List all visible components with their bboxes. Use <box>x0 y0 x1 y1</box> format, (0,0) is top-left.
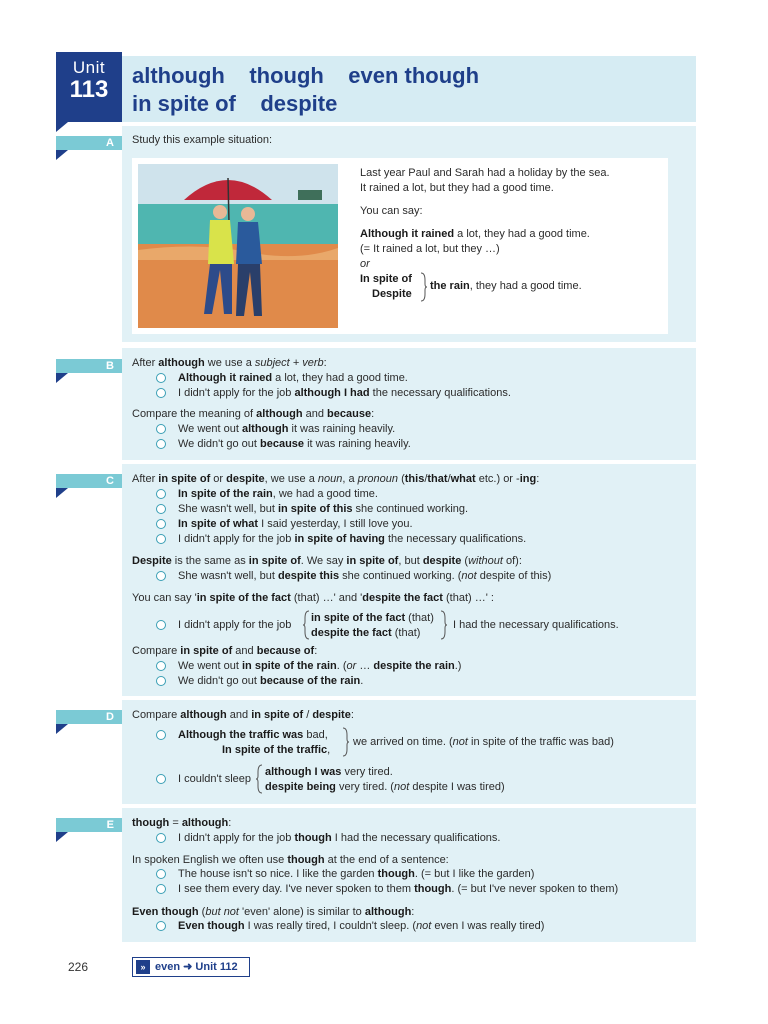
bullet-icon <box>156 921 166 931</box>
example-line: Although it rained a lot, they had a good time. <box>178 372 408 384</box>
example-line: Even though I was really tired, I couldn't sleep. (not even I was really tired) <box>178 920 545 932</box>
page-title-line2: in spite of despite <box>132 91 338 116</box>
example-line: I had the necessary qualifications. <box>453 619 619 631</box>
section-a-intro: Study this example situation: <box>132 134 273 146</box>
example-line: we arrived on time. (not in spite of the traffic was bad) <box>353 736 614 748</box>
bullet-icon <box>156 534 166 544</box>
bullet-icon <box>156 661 166 671</box>
section-tab-e: E <box>56 818 122 832</box>
left-brace-icon <box>302 610 310 640</box>
example-line: I didn't apply for the job <box>178 619 292 631</box>
rule-compare: Compare the meaning of although and because: <box>132 408 375 420</box>
rule-despite: Despite is the same as in spite of. We say in spite of, but despite (without of): <box>132 555 522 567</box>
or-label: or <box>360 258 370 270</box>
bullet-icon <box>156 489 166 499</box>
section-a <box>122 126 696 342</box>
rule-though: though = although: <box>132 817 232 829</box>
example-rain: the rain, they had a good time. <box>430 280 582 292</box>
bullet-icon <box>156 676 166 686</box>
example-line: I didn't apply for the job in spite of having the necessary qualifications. <box>178 533 527 545</box>
example-line: We went out although it was raining heavily. <box>178 423 396 435</box>
rule-the-fact: You can say 'in spite of the fact (that) …' and 'despite the fact (that) …' : <box>132 592 494 604</box>
chevron-double-right-icon: » <box>136 960 150 974</box>
situation-line-2: It rained a lot, but they had a good time. <box>360 182 554 194</box>
example-line: Although the traffic was bad, <box>178 729 328 741</box>
despite-label: Despite <box>372 288 412 300</box>
bullet-icon <box>156 571 166 581</box>
situation-line-1: Last year Paul and Sarah had a holiday by the sea. <box>360 167 610 179</box>
example-line: In spite of the rain, we had a good time. <box>178 488 378 500</box>
tab-corner-decoration <box>56 150 68 160</box>
bullet-icon <box>156 439 166 449</box>
example-line: She wasn't well, but in spite of this she continued working. <box>178 503 469 515</box>
example-line: In spite of the traffic, <box>222 744 331 756</box>
section-c <box>122 464 696 696</box>
tab-corner-decoration <box>56 373 68 383</box>
example-line: She wasn't well, but despite this she continued working. (not despite of this) <box>178 570 552 582</box>
section-tab-c: C <box>56 474 122 488</box>
example-line: The house isn't so nice. I like the garden though. (= but I like the garden) <box>178 868 535 880</box>
cross-reference-text: even ➜ Unit 112 <box>155 961 238 973</box>
section-e <box>122 808 696 942</box>
rule-even-though: Even though (but not 'even' alone) is similar to although: <box>132 906 415 918</box>
bullet-icon <box>156 424 166 434</box>
title-band <box>122 56 696 122</box>
example-although: Although it rained a lot, they had a good time. <box>360 228 590 240</box>
bullet-icon <box>156 388 166 398</box>
section-d <box>122 700 696 804</box>
unit-number: 113 <box>69 76 109 103</box>
right-brace-icon <box>420 272 428 302</box>
bullet-icon <box>156 620 166 630</box>
bullet-icon <box>156 504 166 514</box>
example-line: We didn't go out because it was raining heavily. <box>178 438 411 450</box>
cross-reference-link[interactable] <box>132 957 250 977</box>
unit-label: Unit <box>72 58 106 77</box>
example-line: I didn't apply for the job although I had the necessary qualifications. <box>178 387 511 399</box>
example-paraphrase: (= It rained a lot, but they …) <box>360 243 500 255</box>
example-line: despite being very tired. (not despite I was tired) <box>265 781 505 793</box>
tab-corner-decoration <box>56 724 68 734</box>
example-line: In spite of what I said yesterday, I still love you. <box>178 518 413 530</box>
example-line: despite the fact (that) <box>311 627 421 639</box>
example-line: I didn't apply for the job though I had the necessary qualifications. <box>178 832 501 844</box>
section-tab-d: D <box>56 710 122 724</box>
example-line: although I was very tired. <box>265 766 393 778</box>
page-title-line1: although though even though <box>132 63 480 88</box>
bullet-icon <box>156 884 166 894</box>
tab-corner-decoration <box>56 488 68 498</box>
bullet-icon <box>156 833 166 843</box>
right-brace-icon <box>342 727 350 757</box>
section-tab-b: B <box>56 359 122 373</box>
you-can-say: You can say: <box>360 205 423 217</box>
bullet-icon <box>156 869 166 879</box>
left-brace-icon <box>255 764 263 794</box>
couple-umbrella-illustration <box>138 164 338 328</box>
in-spite-of-label: In spite of <box>360 273 412 285</box>
section-tab-a: A <box>56 136 122 150</box>
example-line: in spite of the fact (that) <box>311 612 434 624</box>
example-line: I couldn't sleep <box>178 773 252 785</box>
rule-in-spite-of: After in spite of or despite, we use a noun, a pronoun (this/that/what etc.) or -ing: <box>132 473 540 485</box>
unit-corner-decoration <box>56 122 68 132</box>
example-line: We went out in spite of the rain. (or … despite the rain.) <box>178 660 462 672</box>
rule-spoken: In spoken English we often use though at the end of a sentence: <box>132 854 449 866</box>
bullet-icon <box>156 774 166 784</box>
bullet-icon <box>156 730 166 740</box>
example-line: I see them every day. I've never spoken to them though. (= but I've never spoken to them) <box>178 883 619 895</box>
rule-although: After although we use a subject + verb: <box>132 357 327 369</box>
tab-corner-decoration <box>56 832 68 842</box>
section-b <box>122 348 696 460</box>
example-line: We didn't go out because of the rain. <box>178 675 364 687</box>
right-brace-icon <box>440 610 448 640</box>
page-number: 226 <box>68 960 89 974</box>
unit-badge <box>56 52 122 122</box>
bullet-icon <box>156 519 166 529</box>
example-situation-box <box>132 158 668 334</box>
bullet-icon <box>156 373 166 383</box>
rule-because-of: Compare in spite of and because of: <box>132 645 318 657</box>
rule-compare-d: Compare although and in spite of / despite: <box>132 709 354 721</box>
